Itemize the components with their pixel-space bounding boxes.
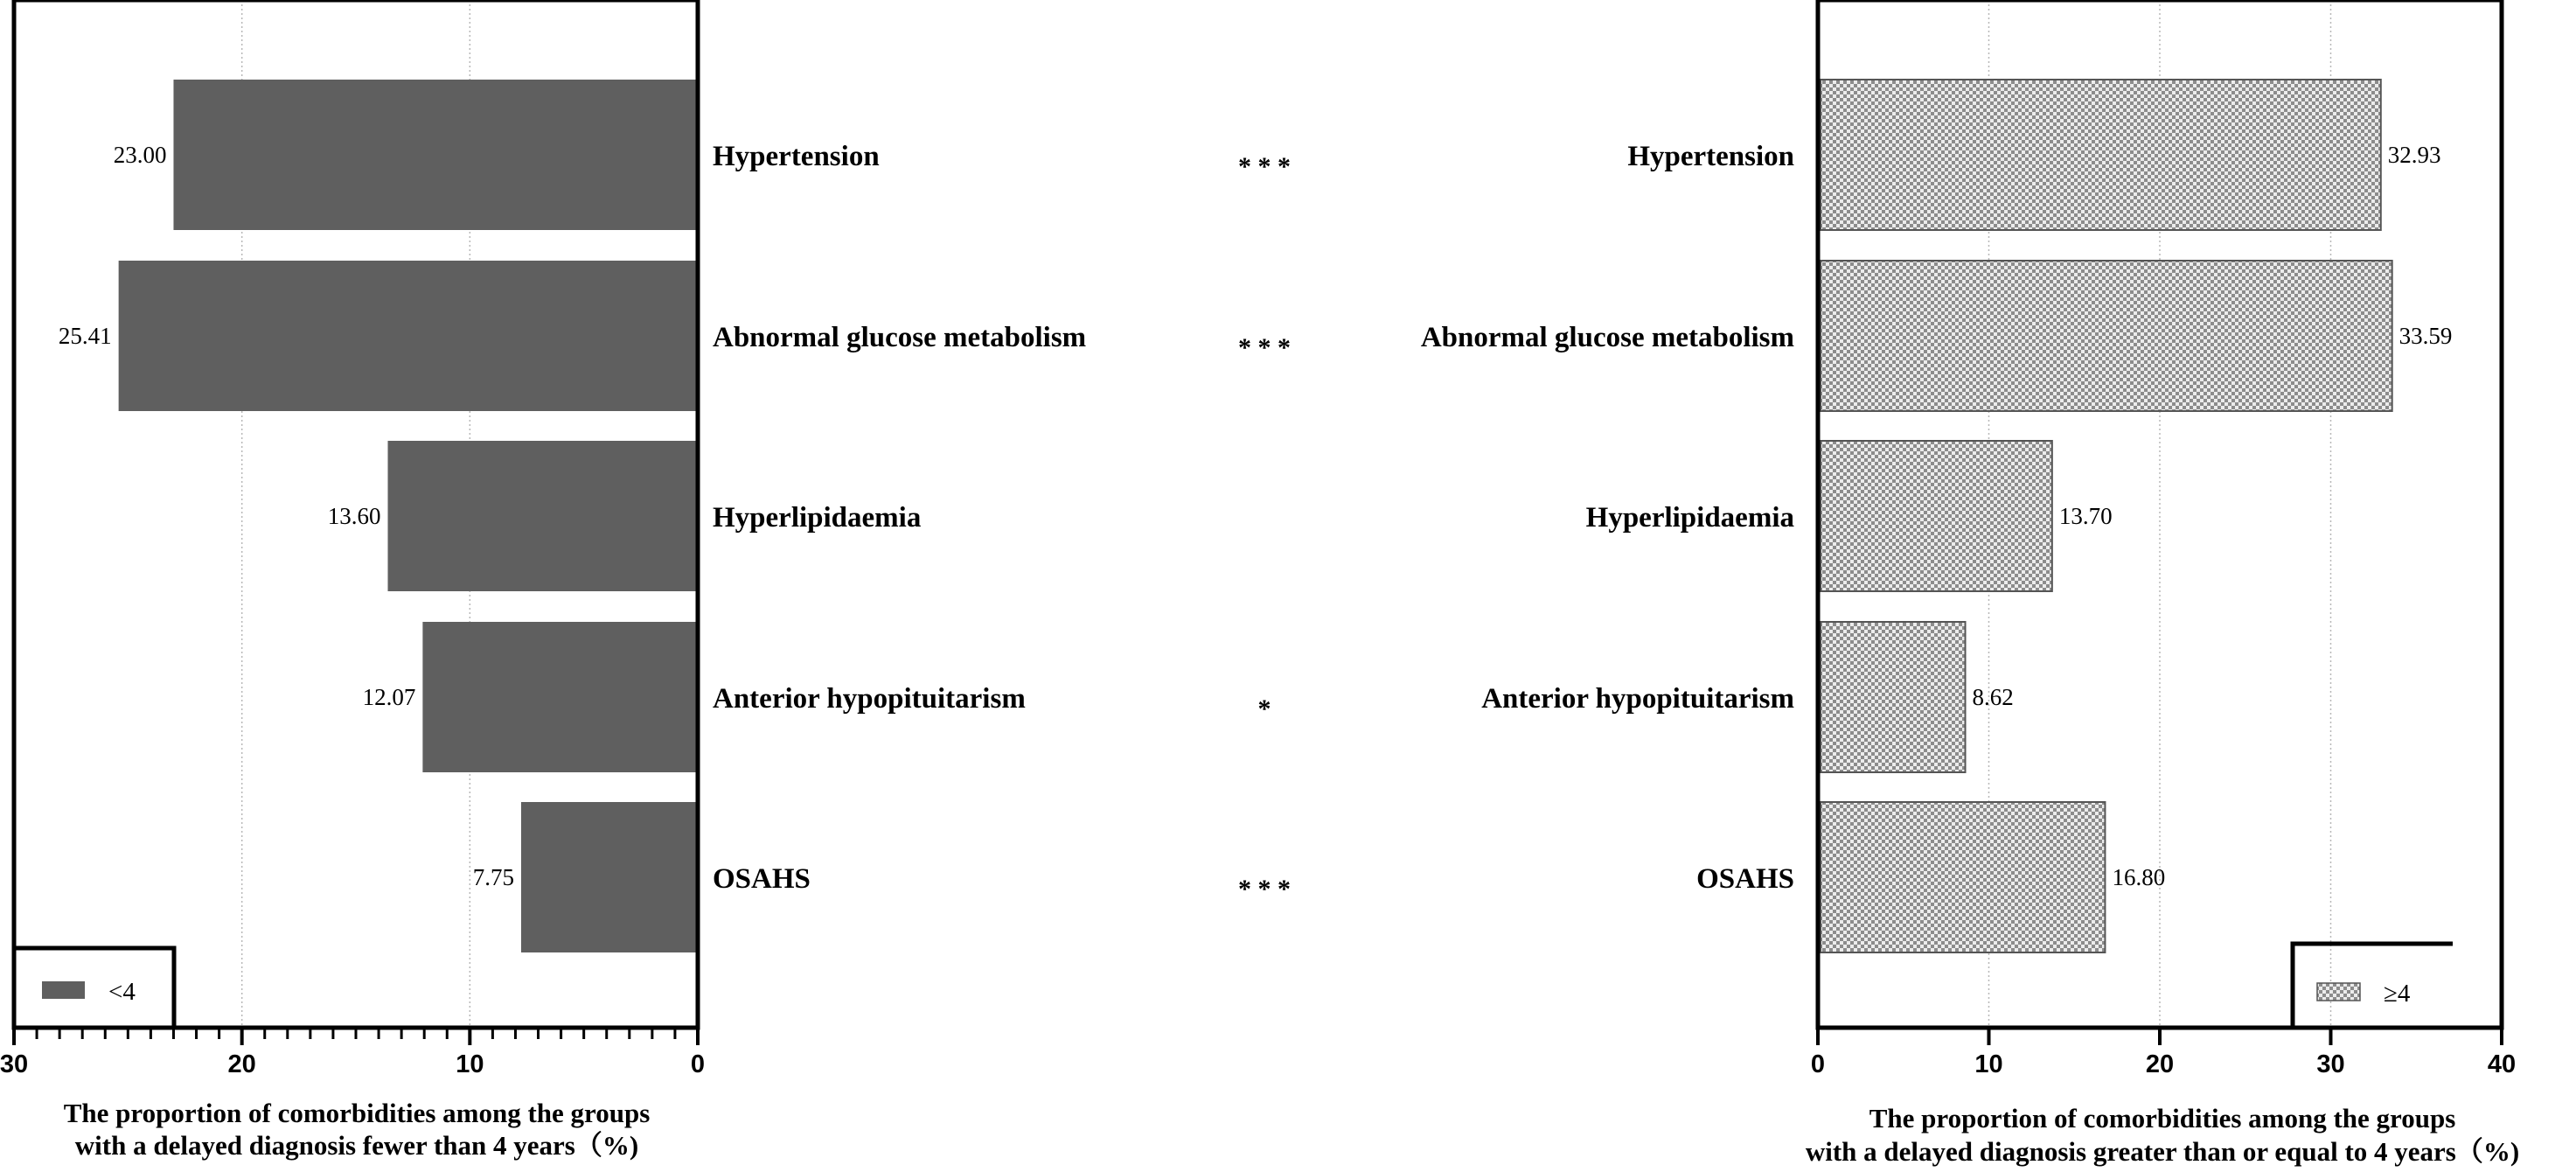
right-bar — [1821, 802, 2105, 952]
right-category-label: Abnormal glucose metabolism — [1420, 322, 1794, 353]
left-axis-ticks — [0, 1028, 705, 1078]
left-bar — [521, 802, 698, 952]
left-legend — [14, 948, 174, 1028]
left-bar — [422, 622, 698, 772]
left-category-label: Abnormal glucose metabolism — [713, 322, 1087, 353]
left-bar — [387, 441, 698, 591]
right-tick-label: 0 — [1810, 1050, 1826, 1078]
right-legend-swatch — [2317, 983, 2360, 1001]
right-category-label: Hypertension — [1627, 141, 1794, 172]
left-category-label: OSAHS — [713, 863, 811, 895]
left-x-axis-title-line2: with a delayed diagnosis fewer than 4 years（%) — [74, 1130, 639, 1161]
left-legend-box — [14, 948, 174, 1028]
left-bar — [119, 261, 698, 411]
right-x-axis-title-line1: The proportion of comorbidities among the groups — [1869, 1103, 2456, 1134]
right-bar-value-label: 16.80 — [2112, 864, 2166, 890]
right-legend — [2293, 944, 2453, 1028]
significance-marker: * — [1257, 694, 1271, 723]
left-category-label: Anterior hypopituitarism — [713, 683, 1026, 715]
right-tick-label: 10 — [1974, 1050, 2003, 1078]
left-bar — [173, 80, 698, 230]
left-bar-value-label: 7.75 — [472, 864, 514, 890]
right-category-label: Hyperlipidaemia — [1585, 502, 1794, 534]
right-bar-value-label: 32.93 — [2387, 142, 2441, 168]
left-x-axis-title-line1: The proportion of comorbidities among the groups — [63, 1098, 651, 1128]
significance-markers — [1238, 152, 1291, 903]
left-tick-label: 0 — [690, 1050, 706, 1078]
right-bar-value-label: 13.70 — [2058, 503, 2113, 529]
right-axis-ticks — [1811, 1028, 2516, 1078]
right-bar — [1821, 261, 2392, 411]
right-tick-label: 30 — [2316, 1050, 2345, 1078]
right-bar-value-label: 33.59 — [2398, 323, 2453, 349]
left-category-labels — [713, 141, 1086, 895]
significance-marker: * * * — [1238, 333, 1291, 362]
right-bar — [1821, 441, 2052, 591]
left-category-label: Hypertension — [713, 141, 880, 172]
right-category-label: OSAHS — [1696, 863, 1794, 895]
left-tick-label: 30 — [0, 1050, 29, 1078]
right-x-axis-title-line2: with a delayed diagnosis greater than or equal to 4 years（%) — [1805, 1136, 2520, 1167]
left-bar-value-label: 25.41 — [58, 323, 112, 349]
left-legend-label: <4 — [108, 978, 136, 1006]
left-bar-value-label: 23.00 — [113, 142, 167, 168]
left-tick-label: 20 — [227, 1050, 256, 1078]
left-bar-value-label: 12.07 — [362, 684, 416, 710]
left-category-label: Hyperlipidaemia — [713, 502, 922, 534]
left-legend-swatch — [42, 981, 85, 999]
right-category-labels — [1421, 141, 1794, 895]
right-legend-label: ≥4 — [2384, 980, 2411, 1008]
right-bar — [1821, 80, 2381, 230]
right-category-label: Anterior hypopituitarism — [1481, 683, 1794, 715]
left-tick-label: 10 — [456, 1050, 484, 1078]
right-bar-value-label: 8.62 — [1972, 684, 2014, 710]
left-chart-panel — [0, 0, 705, 1161]
significance-marker: * * * — [1238, 152, 1291, 181]
significance-marker: * * * — [1238, 875, 1291, 903]
right-bar — [1821, 622, 1966, 772]
left-bar-value-label: 13.60 — [327, 503, 381, 529]
right-chart-panel — [1806, 0, 2519, 1167]
right-tick-label: 20 — [2145, 1050, 2175, 1078]
right-tick-label: 40 — [2487, 1050, 2517, 1078]
left-bars — [59, 80, 698, 952]
right-bars — [1821, 80, 2452, 952]
